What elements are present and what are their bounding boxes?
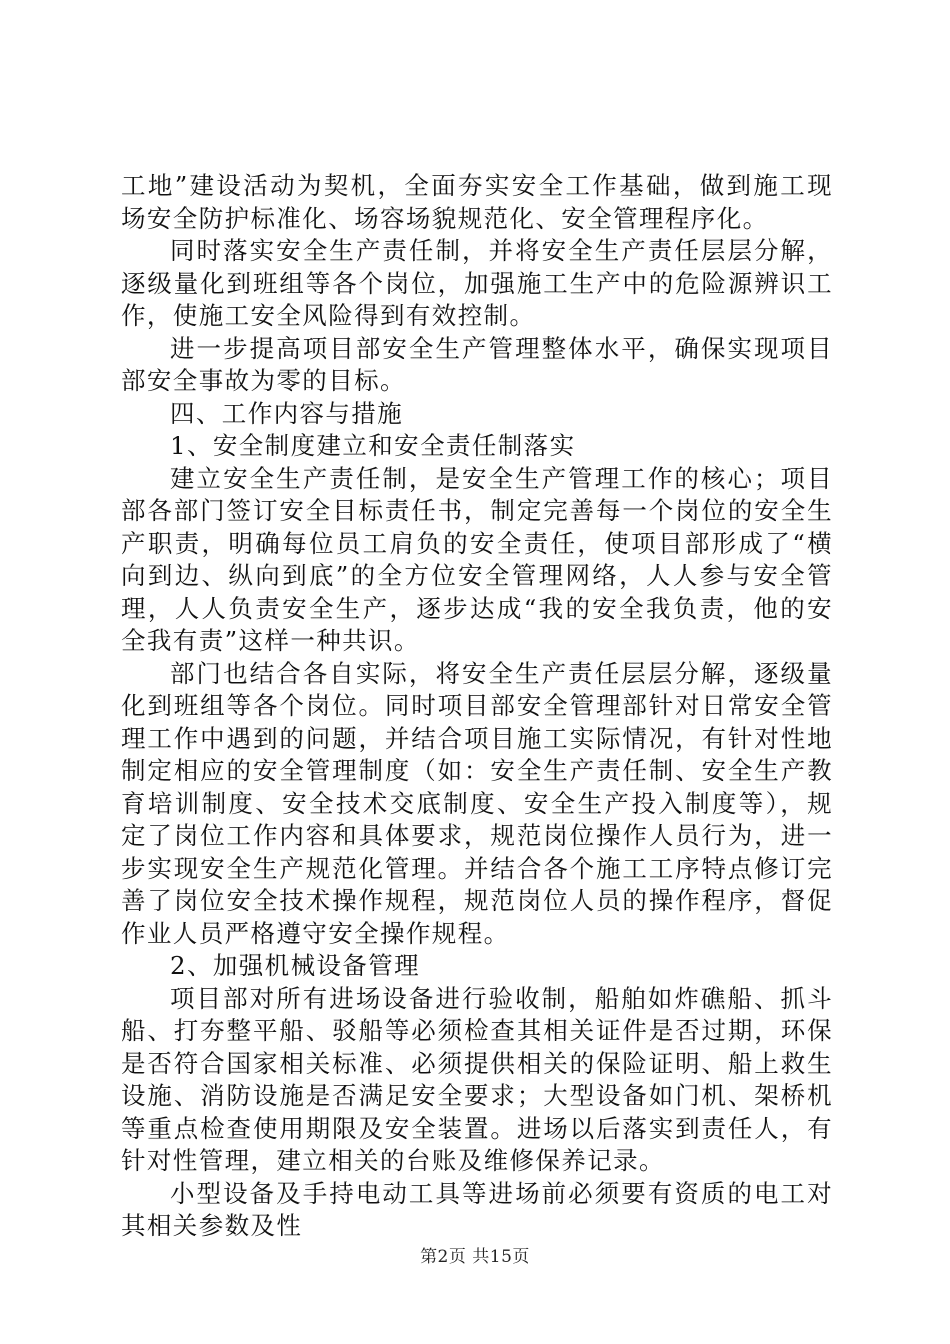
paragraph: 工地”建设活动为契机，全面夯实安全工作基础，做到施工现场安全防护标准化、场容场貌规范化、安全管理程序化。 [121,171,833,233]
document-body [121,170,833,1243]
paragraph: 进一步提高项目部安全生产管理整体水平，确保实现项目部安全事故为零的目标。 [121,333,833,395]
subsection-heading: 2、加强机械设备管理 [170,951,421,980]
subsection-heading: 1、安全制度建立和安全责任制落实 [170,431,576,460]
paragraph: 项目部对所有进场设备进行验收制，船舶如炸礁船、抓斗船、打夯整平船、驳船等必须检查其相关证件是否过期，环保是否符合国家相关标准、必须提供相关的保险证明、船上救生设施、消防设施是否满足安全要求；大型设备如门机、架桥机等重点检查使用期限及安全装置。进场以后落实到责任人，有针对性管理，建立相关的台账及维修保养记录。 [121,983,833,1175]
paragraph: 同时落实安全生产责任制，并将安全生产责任层层分解，逐级量化到班组等各个岗位，加强施工生产中的危险源辨识工作，使施工安全风险得到有效控制。 [121,236,833,330]
page-number: 第2页 共15页 [420,1247,530,1267]
paragraph: 部门也结合各自实际，将安全生产责任层层分解，逐级量化到班组等各个岗位。同时项目部安全管理部针对日常安全管理工作中遇到的问题，并结合项目施工实际情况，有针对性地制定相应的安全管理制度（如：安全生产责任制、安全生产教育培训制度、安全技术交底制度、安全生产投入制度等），规定了岗位工作内容和具体要求，规范岗位操作人员行为，进一步实现安全生产规范化管理。并结合各个施工工序特点修订完善了岗位安全技术操作规程，规范岗位人员的操作程序，督促作业人员严格遵守安全操作规程。 [121,658,833,948]
paragraph: 建立安全生产责任制，是安全生产管理工作的核心；项目部各部门签订安全目标责任书，制定完善每一个岗位的安全生产职责，明确每位员工肩负的安全责任，使项目部形成了“横向到边、纵向到底”的全方位安全管理网络，人人参与安全管理，人人负责安全生产，逐步达成“我的安全我负责，他的安全我有责”这样一种共识。 [121,463,833,655]
section-heading: 四、工作内容与措施 [170,398,404,428]
page-footer [0,1242,950,1267]
paragraph: 小型设备及手持电动工具等进场前必须要有资质的电工对其相关参数及性 [121,1178,833,1240]
